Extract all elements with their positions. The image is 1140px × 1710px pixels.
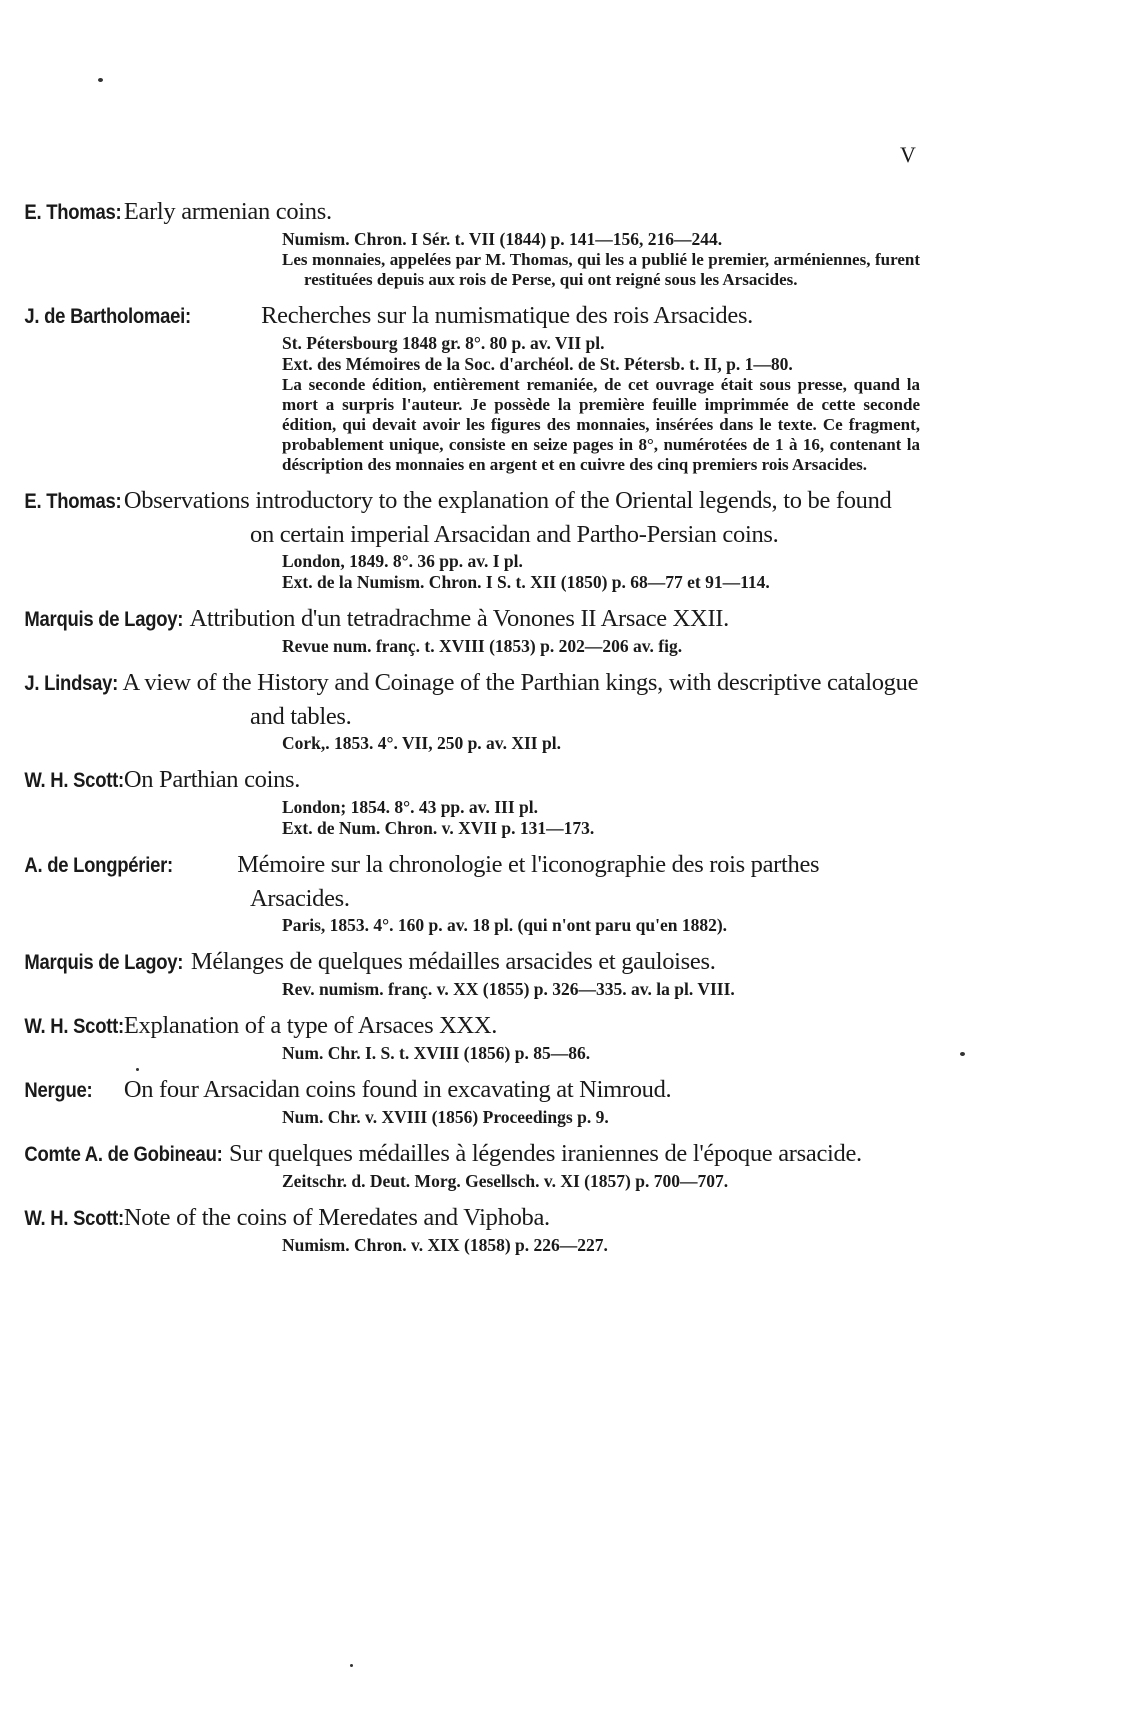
entry-heading — [24, 848, 920, 915]
entry-note: La seconde édition, entièrement remaniée, de cet ouvrage était sous presse, quand la mort a surpris l'auteur. Je possède la première feuille imprimmée de cette seconde édition, qui devait avoir les figures des monnaies, insérées dans le texte. Ce fragment, probablement unique, consiste en seize pages in 8°, numérotées de 1 à 16, contenant la déscription des monnaies en argent et en cuivre des cinq premiers rois Arsacides. — [282, 375, 920, 474]
entry-author: A. de Longpérier: — [24, 854, 173, 877]
bibliography-entry — [24, 848, 920, 936]
entry-heading — [24, 945, 920, 979]
entry-detail: Zeitschr. d. Deut. Morg. Gesellsch. v. XI (1857) p. 700—707. — [282, 1171, 729, 1191]
entry-title: A view of the History and Coinage of the Parthian kings, with descriptive catalogue and tables. — [122, 669, 919, 730]
bibliography-entry — [24, 1137, 920, 1192]
entry-title: Explanation of a type of Arsaces XXX. — [123, 1012, 498, 1039]
entry-detail: Ext. des Mémoires de la Soc. d'archéol. de St. Pétersb. t. II, p. 1—80. — [282, 354, 793, 374]
entry-title: Mémoire sur la chronologie et l'iconographie des rois parthes Arsacides. — [237, 851, 820, 912]
entry-heading: W. H. Scott: Explanation of a type of Arsaces XXX. — [24, 1012, 498, 1039]
entry-title: Attribution d'un tetradrachme à Vonones II Arsace XXII. — [189, 605, 729, 632]
entry-author: Comte A. de Gobineau: — [24, 1143, 223, 1166]
bibliography-entry — [24, 945, 920, 1000]
scan-speck — [98, 78, 103, 82]
entry-title: Note of the coins of Meredates and Viphoba. — [123, 1204, 550, 1231]
entry-heading: J. Lindsay: A view of the History and Coinage of the Parthian kings, with descriptive catalogue and tables. — [24, 669, 919, 730]
bibliography-entry — [24, 195, 920, 290]
bibliography-entry — [24, 484, 920, 593]
entry-title: On four Arsacidan coins found in excavating at Nimroud. — [123, 1076, 672, 1103]
entry-title: Mélanges de quelques médailles arsacides et gauloises. — [190, 948, 716, 975]
entry-detail: London, 1849. 8°. 36 pp. av. I pl. — [282, 551, 523, 571]
entry-author: Marquis de Lagoy: — [24, 608, 184, 631]
bibliography-entry — [24, 299, 920, 475]
entry-detail: Cork,. 1853. 4°. VII, 250 p. av. XII pl. — [282, 733, 561, 753]
entry-heading: W. H. Scott: Note of the coins of Meredates and Viphoba. — [24, 1204, 550, 1231]
bibliography-entry — [24, 1073, 920, 1128]
scan-speck — [960, 1052, 965, 1056]
bibliography-list — [24, 195, 920, 1256]
entry-title: Observations introductory to the explanation of the Oriental legends, to be found on certain imperial Arsacidan and Partho-Persian coins. — [123, 487, 892, 548]
entry-detail: London; 1854. 8°. 43 pp. av. III pl. — [282, 797, 538, 817]
bibliography-entry — [24, 666, 920, 754]
entry-heading — [24, 602, 920, 636]
entry-heading: E. Thomas: Early armenian coins. — [24, 198, 332, 225]
entry-title: Sur quelques médailles à légendes iraniennes de l'époque arsacide. — [228, 1140, 862, 1167]
entry-note: Les monnaies, appelées par M. Thomas, qui les a publié le premier, arméniennes, furent restituées depuis aux rois de Perse, qui ont reigné sous les Arsacides. — [282, 250, 920, 289]
bibliography-entry — [24, 1201, 920, 1256]
entry-detail: Ext. de Num. Chron. v. XVII p. 131—173. — [282, 818, 595, 838]
entry-title: Recherches sur la numismatique des rois Arsacides. — [261, 302, 754, 329]
scan-speck — [136, 1068, 139, 1071]
bibliography-entry — [24, 763, 920, 839]
entry-detail: Revue num. franç. t. XVIII (1853) p. 202—206 av. fig. — [282, 636, 683, 656]
page-number: V — [900, 142, 916, 167]
bibliography-entry — [24, 602, 920, 657]
entry-heading — [24, 1137, 920, 1171]
entry-detail: Rev. numism. franç. v. XX (1855) p. 326—335. av. la pl. VIII. — [282, 979, 735, 999]
entry-detail: Numism. Chron. v. XIX (1858) p. 226—227. — [282, 1235, 608, 1255]
entry-detail: Numism. Chron. I Sér. t. VII (1844) p. 141—156, 216—244. — [282, 229, 723, 249]
entry-title: On Parthian coins. — [123, 766, 301, 793]
entry-detail: Paris, 1853. 4°. 160 p. av. 18 pl. (qui n'ont paru qu'en 1882). — [282, 915, 728, 935]
entry-detail: Ext. de la Numism. Chron. I S. t. XII (1850) p. 68—77 et 91—114. — [282, 572, 770, 592]
entry-detail: Num. Chr. I. S. t. XVIII (1856) p. 85—86. — [282, 1043, 591, 1063]
entry-heading: W. H. Scott: On Parthian coins. — [24, 766, 301, 793]
bibliography-entry — [24, 1009, 920, 1064]
entry-heading: E. Thomas: Observations introductory to the explanation of the Oriental legends, to be found on certain imperial Arsacidan and Partho-Persian coins. — [24, 487, 892, 548]
entry-title: Early armenian coins. — [123, 198, 332, 225]
entry-detail: Num. Chr. v. XVIII (1856) Proceedings p. 9. — [282, 1107, 609, 1127]
entry-heading: Nergue: On four Arsacidan coins found in excavating at Nimroud. — [24, 1076, 672, 1103]
entry-detail: St. Pétersbourg 1848 gr. 8°. 80 p. av. VII pl. — [282, 333, 605, 353]
entry-author: J. de Bartholomaei: — [24, 305, 191, 328]
entry-author: Marquis de Lagoy: — [24, 951, 184, 974]
scan-speck — [350, 1664, 353, 1667]
entry-heading — [24, 299, 920, 333]
